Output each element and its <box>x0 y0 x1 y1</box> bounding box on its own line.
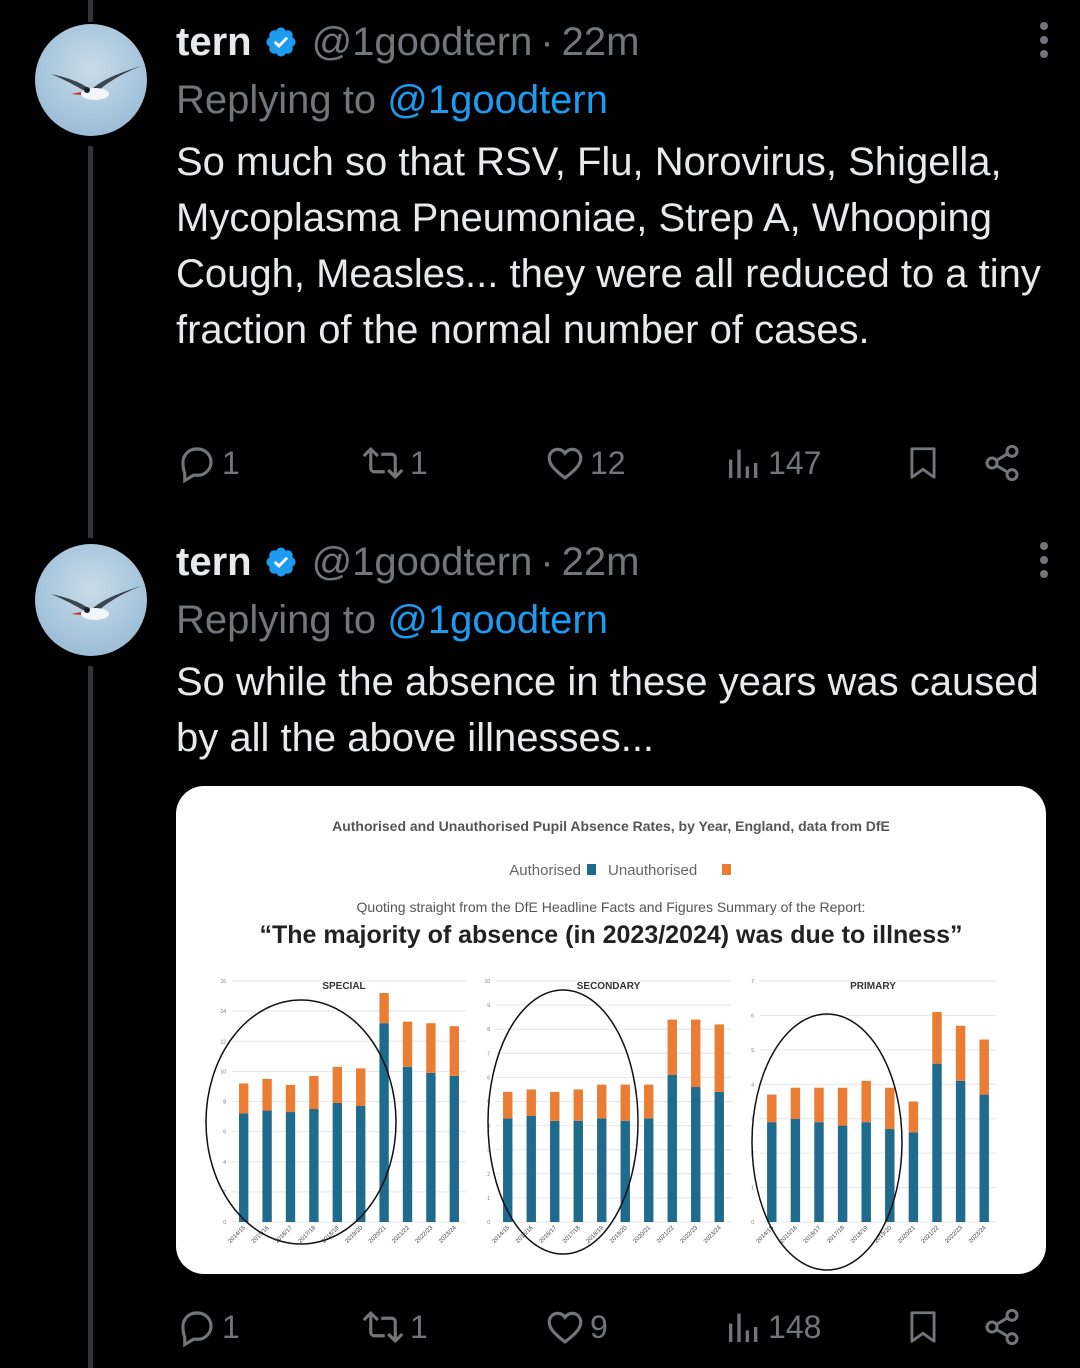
panel-title: SECONDARY <box>576 981 641 992</box>
share-button[interactable] <box>982 1307 1022 1347</box>
reply-button[interactable] <box>176 442 360 484</box>
x-tick-label: 2022/23 <box>679 1225 700 1245</box>
replying-to-label: Replying to <box>176 598 388 642</box>
y-tick-label: 12 <box>220 1039 226 1046</box>
bar-authorised <box>767 1122 776 1222</box>
bar-unauthorised <box>403 1022 412 1067</box>
x-tick-label: 2016/17 <box>274 1225 294 1245</box>
x-tick-label: 2022/23 <box>944 1225 965 1245</box>
bar-authorised <box>691 1087 700 1222</box>
repost-count: 1 <box>410 444 428 481</box>
tern-bird-icon <box>35 24 147 136</box>
bar-unauthorised <box>838 1088 847 1126</box>
views-button[interactable] <box>724 442 904 484</box>
reply-mention-link[interactable]: @1goodtern <box>387 78 608 122</box>
avatar[interactable] <box>35 24 147 136</box>
bar-authorised <box>403 1067 412 1222</box>
bar-authorised <box>979 1095 988 1222</box>
y-tick-label: 4 <box>223 1159 226 1166</box>
tweet-header <box>176 534 1050 590</box>
bar-unauthorised <box>450 1026 459 1076</box>
verified-badge-icon <box>264 25 298 59</box>
bar-unauthorised <box>621 1085 630 1121</box>
x-tick-label: 2020/21 <box>897 1225 917 1245</box>
y-tick-label: 10 <box>484 979 490 985</box>
thread-line <box>88 146 93 538</box>
y-tick-label: 2 <box>223 1189 226 1196</box>
share-button[interactable] <box>982 443 1022 483</box>
bar-authorised <box>956 1081 965 1222</box>
x-tick-label: 2021/22 <box>656 1225 676 1245</box>
bar-unauthorised <box>426 1023 435 1073</box>
x-tick-label: 2023/24 <box>968 1225 988 1245</box>
x-tick-label: 2023/24 <box>703 1225 723 1245</box>
legend-unauthorised-label: Unauthorised <box>608 862 698 879</box>
y-tick-label: 0 <box>487 1220 490 1226</box>
like-button[interactable] <box>544 442 724 484</box>
bar-unauthorised <box>286 1085 295 1112</box>
absence-chart <box>176 786 1046 1274</box>
repost-icon <box>360 442 406 484</box>
bookmark-button[interactable] <box>904 1306 982 1348</box>
separator-dot: · <box>540 539 554 584</box>
author-handle[interactable]: @1goodtern <box>311 539 533 584</box>
bar-authorised <box>715 1092 724 1222</box>
x-tick-label: 2017/18 <box>297 1225 318 1245</box>
bar-authorised <box>932 1064 941 1222</box>
share-icon <box>982 443 1022 483</box>
y-tick-label: 0 <box>751 1220 754 1226</box>
chart-legend <box>509 862 731 879</box>
quote-text: “The majority of absence (in 2023/2024) was due to illness” <box>259 921 963 949</box>
bookmark-button[interactable] <box>904 442 982 484</box>
bar-unauthorised <box>715 1024 724 1091</box>
bar-authorised <box>527 1116 536 1222</box>
x-tick-label: 2016/17 <box>538 1225 559 1245</box>
bar-unauthorised <box>979 1040 988 1095</box>
tweet-actions <box>176 1302 1030 1352</box>
reply-mention-link[interactable]: @1goodtern <box>387 598 608 642</box>
repost-icon <box>360 1306 406 1348</box>
bar-authorised <box>239 1114 248 1222</box>
reply-icon <box>176 1306 218 1348</box>
bar-authorised <box>814 1122 823 1222</box>
bar-authorised <box>309 1109 318 1222</box>
bar-unauthorised <box>668 1020 677 1075</box>
bookmark-icon <box>904 1306 942 1348</box>
x-tick-label: 2015/16 <box>515 1225 535 1245</box>
author-handle[interactable]: @1goodtern <box>311 19 533 64</box>
bookmark-icon <box>904 442 942 484</box>
like-count: 12 <box>590 444 626 481</box>
bar-unauthorised <box>814 1088 823 1122</box>
bar-unauthorised <box>932 1012 941 1064</box>
tweet-header <box>176 14 1050 70</box>
bar-authorised <box>644 1118 653 1222</box>
bar-unauthorised <box>767 1095 776 1123</box>
timestamp[interactable]: 22m <box>561 539 640 584</box>
bar-authorised <box>286 1112 295 1222</box>
thread-line <box>88 666 93 1368</box>
y-tick-label: 6 <box>223 1129 226 1136</box>
separator-dot: · <box>540 19 554 64</box>
x-tick-label: 2016/17 <box>802 1225 823 1245</box>
like-count: 9 <box>590 1308 608 1345</box>
bar-unauthorised <box>550 1092 559 1121</box>
bar-authorised <box>574 1121 583 1222</box>
y-tick-label: 5 <box>487 1099 490 1106</box>
replying-to <box>176 74 1050 126</box>
x-tick-label: 2018/19 <box>850 1225 870 1245</box>
x-tick-label: 2023/24 <box>438 1225 458 1245</box>
quote-intro: Quoting straight from the DfE Headline Facts and Figures Summary of the Report: <box>356 899 866 915</box>
bar-authorised <box>885 1129 894 1222</box>
x-tick-label: 2018/19 <box>321 1225 341 1245</box>
reply-count: 1 <box>222 444 240 481</box>
y-tick-label: 4 <box>751 1082 754 1089</box>
y-tick-label: 3 <box>487 1147 490 1154</box>
x-tick-label: 2015/16 <box>779 1225 799 1245</box>
repost-button[interactable] <box>360 1306 544 1348</box>
legend-authorised-swatch <box>587 864 596 875</box>
y-tick-label: 9 <box>487 1003 490 1010</box>
y-tick-label: 1 <box>487 1195 490 1202</box>
x-tick-label: 2017/18 <box>562 1225 582 1245</box>
bar-unauthorised <box>527 1089 536 1116</box>
bar-unauthorised <box>791 1088 800 1119</box>
reply-icon <box>176 442 218 484</box>
thread-line-top <box>88 0 93 22</box>
y-tick-label: 7 <box>487 1051 490 1058</box>
tweet-text: So much so that RSV, Flu, Norovirus, Shigella, Mycoplasma Pneumoniae, Strep A, Whooping Cough, Measles... they were all reduced to a tiny fraction of the normal number of cases. <box>176 140 1041 352</box>
bar-unauthorised <box>356 1068 365 1106</box>
tweet-text: So while the absence in these years was caused by all the above illnesses... <box>176 660 1039 760</box>
verified-badge-icon <box>264 545 298 579</box>
bar-authorised <box>621 1121 630 1222</box>
bar-unauthorised <box>574 1089 583 1120</box>
panel-title: PRIMARY <box>850 981 896 992</box>
x-tick-label: 2014/15 <box>755 1225 776 1245</box>
legend-unauthorised-swatch <box>722 864 731 875</box>
bar-authorised <box>791 1119 800 1222</box>
views-chart-icon <box>724 1306 764 1348</box>
x-tick-label: 2019/20 <box>609 1225 629 1245</box>
x-tick-label: 2017/18 <box>826 1225 847 1245</box>
y-tick-label: 3 <box>751 1116 754 1123</box>
tweet-media-chart[interactable] <box>176 786 1046 1274</box>
y-tick-label: 4 <box>487 1123 490 1130</box>
views-count: 147 <box>768 444 822 481</box>
y-tick-label: 10 <box>220 1069 226 1076</box>
bar-authorised <box>356 1106 365 1222</box>
more-options-icon[interactable] <box>1038 20 1050 70</box>
y-tick-label: 6 <box>487 1075 490 1082</box>
y-tick-label: 8 <box>223 1099 226 1106</box>
x-tick-label: 2019/20 <box>873 1225 894 1245</box>
author-name[interactable]: tern <box>176 19 252 64</box>
more-options-icon[interactable] <box>1038 540 1050 590</box>
bar-authorised <box>597 1118 606 1222</box>
bar-authorised <box>262 1111 271 1222</box>
bar-unauthorised <box>333 1067 342 1103</box>
y-tick-label: 2 <box>487 1171 490 1178</box>
legend-authorised-label: Authorised <box>509 862 581 879</box>
y-tick-label: 7 <box>751 979 754 985</box>
share-icon <box>982 1307 1022 1347</box>
tweet[interactable] <box>176 14 1050 358</box>
bar-authorised <box>909 1132 918 1222</box>
bar-authorised <box>379 1023 388 1222</box>
views-chart-icon <box>724 442 764 484</box>
bar-unauthorised <box>909 1102 918 1133</box>
x-tick-label: 2014/15 <box>491 1225 512 1245</box>
bar-unauthorised <box>861 1081 870 1122</box>
bar-unauthorised <box>309 1076 318 1109</box>
timestamp[interactable]: 22m <box>561 19 640 64</box>
bar-unauthorised <box>503 1092 512 1119</box>
bar-unauthorised <box>885 1088 894 1129</box>
bar-authorised <box>838 1126 847 1222</box>
bar-unauthorised <box>597 1085 606 1119</box>
like-button[interactable] <box>544 1306 724 1348</box>
bar-authorised <box>450 1076 459 1222</box>
replying-to-label: Replying to <box>176 78 388 122</box>
reply-count: 1 <box>222 1308 240 1345</box>
x-tick-label: 2018/19 <box>585 1225 606 1245</box>
avatar[interactable] <box>35 544 147 656</box>
bar-unauthorised <box>379 993 388 1023</box>
repost-button[interactable] <box>360 442 544 484</box>
bar-authorised <box>668 1075 677 1222</box>
y-tick-label: 6 <box>751 1013 754 1020</box>
y-tick-label: 14 <box>220 1009 226 1016</box>
replying-to <box>176 594 1050 646</box>
bar-authorised <box>861 1122 870 1222</box>
reply-button[interactable] <box>176 1306 360 1348</box>
x-tick-label: 2022/23 <box>414 1225 435 1245</box>
y-tick-label: 5 <box>751 1047 754 1054</box>
bar-unauthorised <box>239 1083 248 1113</box>
bar-authorised <box>503 1118 512 1222</box>
repost-count: 1 <box>410 1308 428 1345</box>
heart-icon <box>544 1306 586 1348</box>
tern-bird-icon <box>35 544 147 656</box>
bar-unauthorised <box>691 1020 700 1087</box>
y-tick-label: 1 <box>751 1185 754 1192</box>
chart-title: Authorised and Unauthorised Pupil Absence Rates, by Year, England, data from DfE <box>332 818 890 834</box>
annotation-circle <box>206 1000 396 1244</box>
bar-unauthorised <box>956 1026 965 1081</box>
views-count: 148 <box>768 1308 822 1345</box>
x-tick-label: 2020/21 <box>367 1225 388 1245</box>
author-name[interactable]: tern <box>176 539 252 584</box>
bar-authorised <box>333 1103 342 1222</box>
y-tick-label: 0 <box>223 1220 226 1226</box>
heart-icon <box>544 442 586 484</box>
views-button[interactable] <box>724 1306 904 1348</box>
x-tick-label: 2014/15 <box>227 1225 248 1245</box>
x-tick-label: 2015/16 <box>250 1225 271 1245</box>
tweet-actions <box>176 438 1030 488</box>
bar-authorised <box>426 1073 435 1222</box>
bar-unauthorised <box>644 1085 653 1119</box>
x-tick-label: 2021/22 <box>391 1225 411 1245</box>
y-tick-label: 16 <box>220 979 226 985</box>
y-tick-label: 2 <box>751 1151 754 1158</box>
tweet[interactable] <box>176 534 1050 766</box>
x-tick-label: 2021/22 <box>920 1225 941 1245</box>
bar-unauthorised <box>262 1079 271 1111</box>
panel-title: SPECIAL <box>322 981 366 992</box>
bar-authorised <box>550 1121 559 1222</box>
y-tick-label: 8 <box>487 1027 490 1034</box>
x-tick-label: 2019/20 <box>344 1225 365 1245</box>
x-tick-label: 2020/21 <box>632 1225 653 1245</box>
